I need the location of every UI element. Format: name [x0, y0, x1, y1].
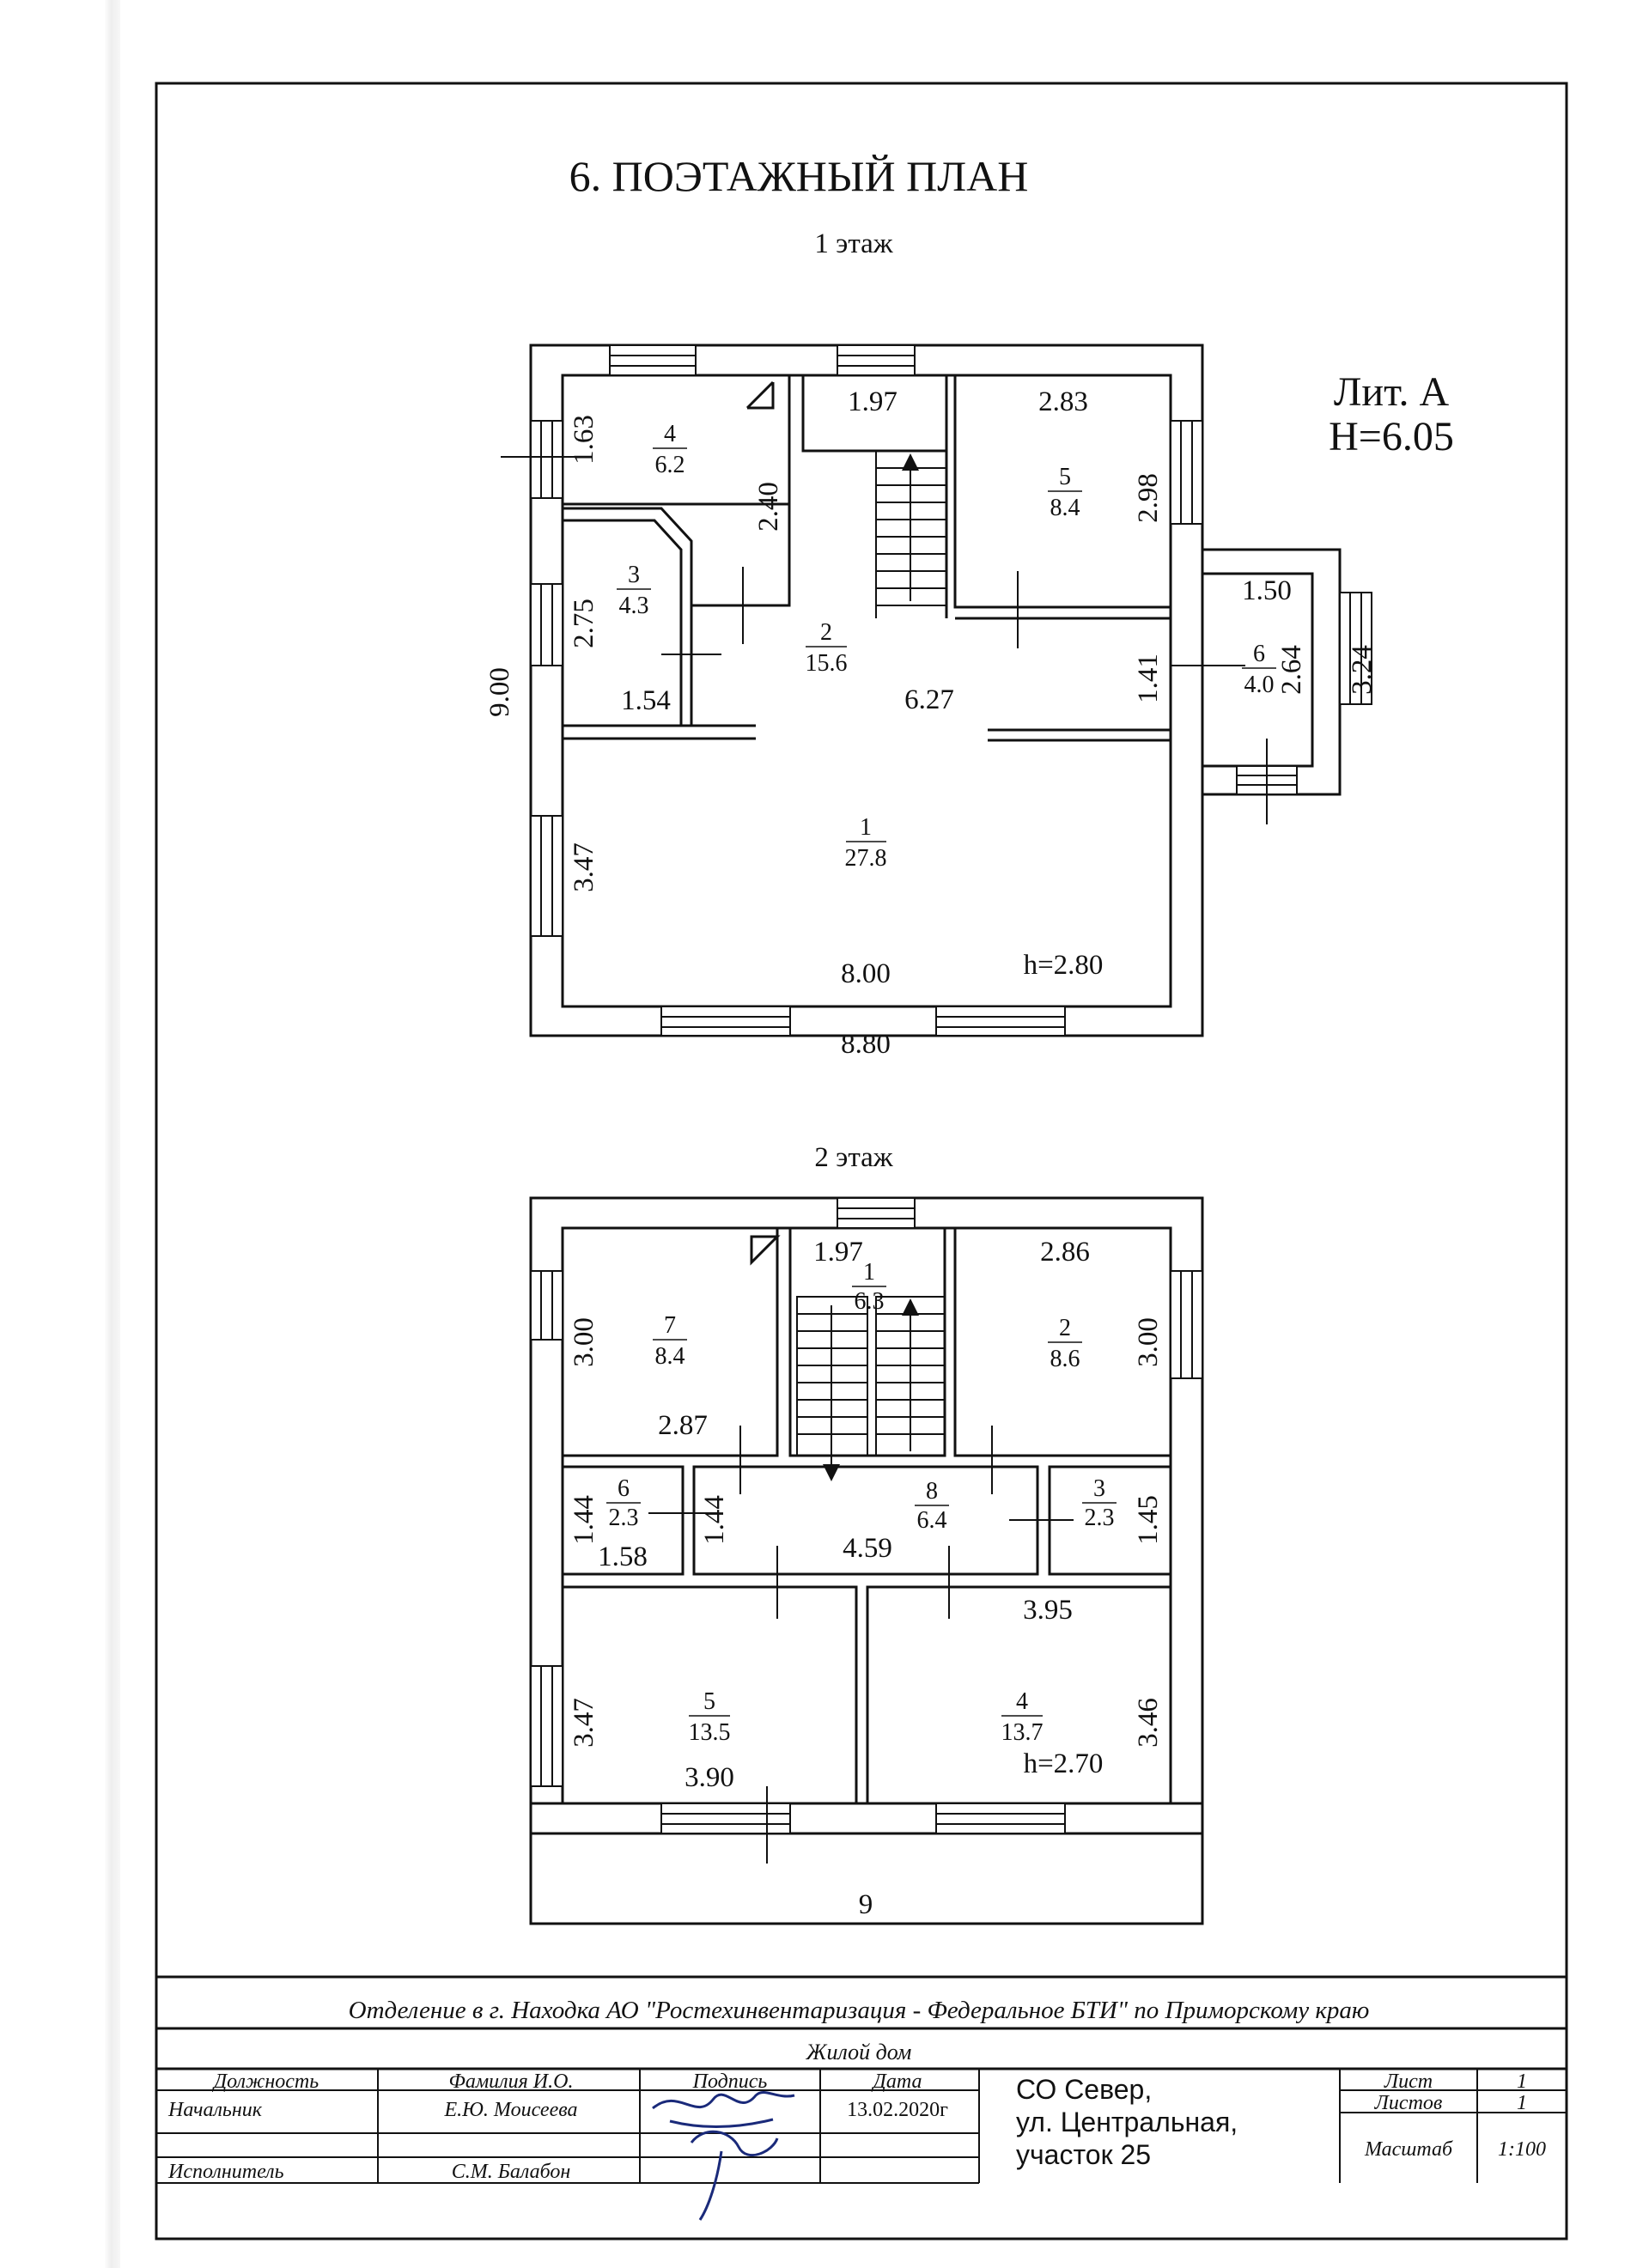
object-name: Жилой дом [806, 2040, 912, 2064]
height-mark: H=6.05 [1329, 414, 1454, 459]
row2-name: С.М. Балабон [451, 2161, 571, 2183]
svg-text:6.3: 6.3 [854, 1288, 885, 1315]
svg-text:15.6: 15.6 [805, 650, 848, 677]
svg-text:6: 6 [618, 1475, 630, 1502]
sheet-label: Лист [1384, 2070, 1433, 2093]
svg-text:2: 2 [1059, 1315, 1071, 1341]
f1-dim-r3-bottom: 1.54 [621, 685, 671, 716]
title-block [156, 1977, 1567, 2220]
lit-label: Лит. А [1333, 369, 1450, 415]
svg-text:4.3: 4.3 [618, 593, 649, 619]
svg-text:1: 1 [863, 1259, 875, 1286]
f2-dim-r8-bottom: 4.59 [843, 1533, 892, 1564]
page-title: 6. ПОЭТАЖНЫЙ ПЛАН [569, 152, 1029, 200]
svg-text:4.0: 4.0 [1244, 672, 1275, 698]
address-line-3: участок 25 [1016, 2139, 1152, 2170]
svg-text:8.6: 8.6 [1050, 1346, 1080, 1372]
row1-position: Начальник [168, 2099, 262, 2121]
f2-dim-r2-top: 2.86 [1040, 1237, 1090, 1268]
svg-text:3: 3 [628, 562, 640, 588]
f1-dim-r3-side: 2.75 [569, 599, 599, 648]
f1-dim-r5-side: 2.98 [1133, 473, 1164, 523]
f1-dim-porch-top: 1.50 [1242, 575, 1292, 606]
svg-text:8: 8 [926, 1478, 938, 1505]
f2-dim-r4-side: 3.46 [1133, 1698, 1164, 1748]
header-name: Фамилия И.О. [448, 2070, 574, 2093]
row2-position: Исполнитель [168, 2161, 284, 2183]
header-signature: Подпись [692, 2070, 768, 2093]
svg-text:7: 7 [664, 1312, 676, 1339]
f1-dim-porch-outer: 3.24 [1347, 645, 1378, 695]
f1-ceiling-height: h=2.80 [1023, 950, 1104, 981]
f2-dim-r7-side: 3.00 [569, 1317, 599, 1367]
f2-stairs [797, 1297, 945, 1473]
svg-text:4: 4 [1016, 1688, 1028, 1715]
f2-dim-stair-top: 1.97 [813, 1237, 863, 1268]
scale-label: Масштаб [1364, 2138, 1453, 2161]
f2-room-8 [915, 1478, 949, 1534]
svg-text:5: 5 [703, 1688, 715, 1715]
svg-text:3: 3 [1093, 1475, 1105, 1502]
f1-dim-stair-top: 1.97 [848, 386, 898, 417]
f2-dim-r7-bottom: 2.87 [658, 1410, 708, 1441]
f2-dim-r3-side: 1.45 [1133, 1495, 1164, 1545]
f1-room-1 [845, 814, 887, 872]
header-position: Должность [213, 2070, 319, 2093]
f1-dim-r4-inner: 2.40 [753, 482, 784, 532]
floor-2-plan [531, 1142, 1202, 1924]
f2-dim-total-width: 9 [858, 1889, 873, 1920]
svg-text:8.4: 8.4 [1050, 495, 1080, 521]
floor-2-label: 2 этаж [814, 1142, 893, 1173]
svg-text:2.3: 2.3 [1084, 1505, 1115, 1531]
f2-room-7 [653, 1312, 687, 1370]
svg-text:27.8: 27.8 [844, 845, 887, 872]
f1-dim-total-width: 8.80 [841, 1029, 891, 1060]
svg-text:13.5: 13.5 [688, 1719, 731, 1746]
svg-text:6.4: 6.4 [916, 1507, 947, 1534]
f1-room-5 [1048, 464, 1082, 521]
svg-text:2: 2 [820, 619, 832, 646]
f2-doors [648, 1426, 1074, 1864]
f1-room-3 [617, 562, 651, 619]
row1-name: Е.Ю. Моисеева [444, 2099, 578, 2121]
svg-text:8.4: 8.4 [654, 1343, 685, 1370]
f1-room-4 [653, 421, 687, 478]
f1-dim-hall-width: 6.27 [904, 684, 954, 715]
f2-dim-r6-side: 1.44 [569, 1495, 599, 1545]
f1-room-2 [806, 619, 848, 677]
f2-dim-r5-side: 3.47 [569, 1698, 599, 1748]
f1-dim-porch-inner: 2.64 [1276, 645, 1307, 695]
svg-text:5: 5 [1059, 464, 1071, 490]
f2-room-3 [1082, 1475, 1117, 1531]
f1-room-6 [1242, 641, 1276, 698]
f2-room-2 [1048, 1315, 1082, 1372]
sheets-value: 1 [1517, 2092, 1527, 2114]
f1-dim-r4-side: 1.63 [569, 415, 599, 465]
row1-date: 13.02.2020г [847, 2099, 948, 2121]
f2-dim-r4-top: 3.95 [1023, 1595, 1073, 1626]
scale-value: 1:100 [1498, 2138, 1546, 2161]
f2-dim-r6-bottom: 1.58 [598, 1541, 648, 1572]
address-line-2: ул. Центральная, [1016, 2107, 1238, 2137]
f2-ceiling-height: h=2.70 [1023, 1748, 1104, 1779]
organization-name: Отделение в г. Находка АО "Ростехинвентаризация - Федеральное БТИ" по Приморскому краю [348, 1997, 1370, 2024]
floor-1-plan [484, 228, 1378, 1060]
header-date: Дата [873, 2070, 922, 2093]
f1-dim-porch-left: 1.41 [1133, 654, 1164, 703]
address-line-1: СО Север, [1016, 2074, 1153, 2105]
f1-dim-r1-side: 3.47 [569, 842, 599, 892]
svg-text:2.3: 2.3 [608, 1505, 639, 1531]
f1-dim-inner-bottom: 8.00 [841, 958, 891, 989]
svg-text:13.7: 13.7 [1001, 1719, 1044, 1746]
sheets-label: Листов [1374, 2092, 1443, 2114]
f1-stairs [876, 451, 946, 618]
f2-dim-r2-side: 3.00 [1133, 1317, 1164, 1367]
svg-text:6.2: 6.2 [654, 452, 685, 478]
svg-text:1: 1 [860, 814, 872, 841]
f2-dim-r5-bottom: 3.90 [685, 1762, 734, 1793]
svg-text:4: 4 [664, 421, 676, 447]
sheet-value: 1 [1517, 2070, 1527, 2093]
floor-1-label: 1 этаж [814, 228, 893, 259]
svg-text:6: 6 [1253, 641, 1265, 667]
f2-dim-r8-side: 1.44 [699, 1495, 730, 1545]
signature-scribble [653, 2092, 794, 2220]
f1-dim-total-height: 9.00 [484, 667, 515, 717]
f2-room-5 [689, 1688, 731, 1746]
f2-room-4 [1001, 1688, 1044, 1746]
f2-room-6 [606, 1475, 641, 1531]
f1-dim-r5-top: 2.83 [1038, 386, 1088, 417]
